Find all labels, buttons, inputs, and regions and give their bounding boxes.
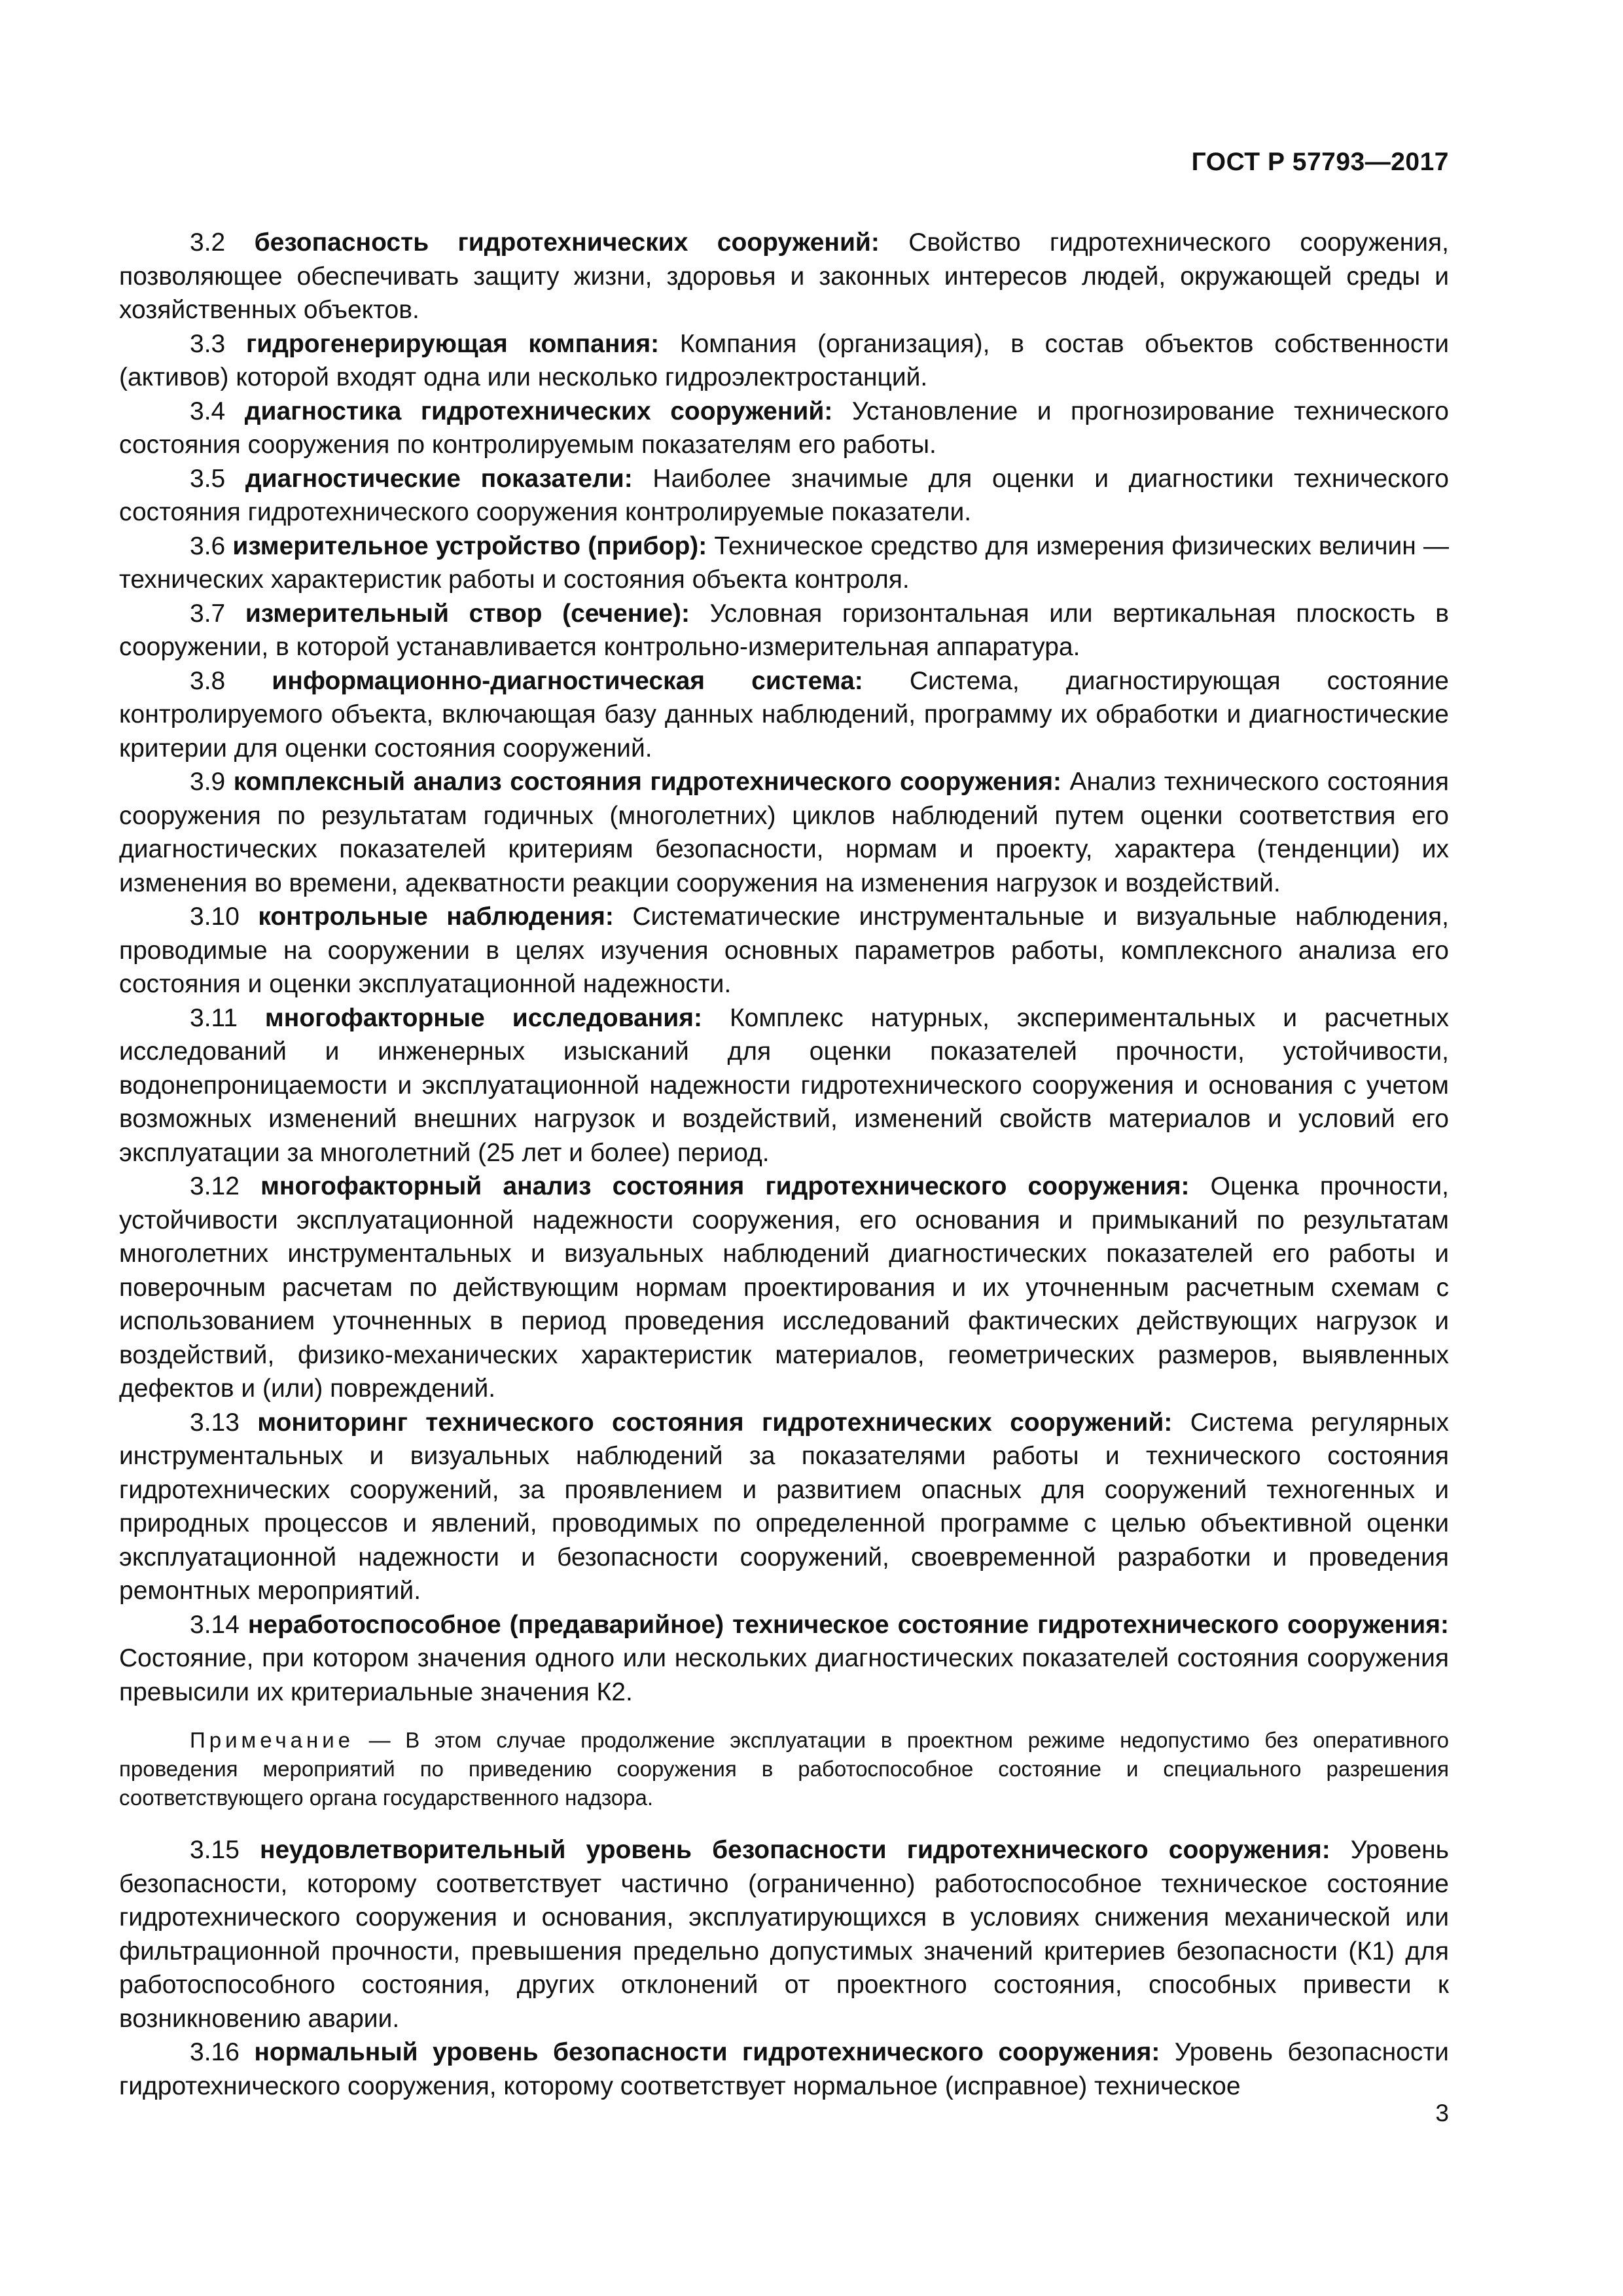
clause-number: 3.7	[190, 599, 226, 628]
term: измерительный створ (сечение):	[245, 599, 690, 628]
clause-number: 3.14	[190, 1610, 240, 1639]
note-block	[119, 1726, 1449, 1812]
clause-number: 3.6	[190, 531, 226, 560]
clause-number: 3.9	[190, 768, 226, 796]
clause-number: 3.10	[190, 903, 240, 931]
definition-text: Техническое средство для измерения физических величин — технических характеристик работы и состояния объекта контроля.	[119, 531, 1449, 594]
note-label: Примечание	[190, 1728, 355, 1752]
term: неработоспособное (предаварийное) техническое состояние гидротехнического сооружения:	[247, 1610, 1449, 1639]
document-standard-number: ГОСТ Р 57793—2017	[1191, 148, 1449, 176]
term: многофакторный анализ состояния гидротехнического сооружения:	[260, 1172, 1190, 1200]
definition-text: Систематические инструментальные и визуальные наблюдения, проводимые на сооружении в целях изучения основных параметров работы, комплексного анализа его состояния и оценки эксплуатационной надежности.	[119, 903, 1449, 998]
clause-number: 3.8	[190, 666, 226, 695]
term: неудовлетворительный уровень безопасности гидротехнического сооружения:	[259, 1836, 1330, 1864]
term: диагностические показатели:	[245, 464, 633, 493]
definition-3-12	[119, 1170, 1449, 1406]
clause-number: 3.5	[190, 464, 226, 493]
definition-3-13	[119, 1406, 1449, 1608]
clause-number: 3.15	[190, 1836, 240, 1864]
definition-3-7	[119, 597, 1449, 664]
term: многофакторные исследования:	[264, 1003, 703, 1032]
definition-3-14	[119, 1608, 1449, 1710]
definition-text: Комплекс натурных, экспериментальных и расчетных исследований и инженерных изысканий для оценки показателей прочности, устойчивости, водонепроницаемости и эксплуатационной надежности гидротехнического сооружения и основания с учетом возможных изменений внешних нагрузок и воздействий, изменений свойств материалов и условий его эксплуатации за многолетний (25 лет и более) период.	[119, 1003, 1449, 1167]
definition-3-4	[119, 395, 1449, 462]
clause-number: 3.11	[190, 1003, 238, 1032]
definition-3-15	[119, 1833, 1449, 2036]
definition-3-8	[119, 664, 1449, 766]
definition-3-3	[119, 327, 1449, 395]
term: нормальный уровень безопасности гидротехнического сооружения:	[254, 2038, 1160, 2066]
term: диагностика гидротехнических сооружений:	[244, 397, 833, 425]
definition-text: Условная горизонтальная или вертикальная плоскость в сооружении, в которой устанавливается контрольно-измерительная аппаратура.	[119, 599, 1449, 661]
definition-text: Наиболее значимые для оценки и диагностики технического состояния гидротехнического сооружения контролируемые показатели.	[119, 464, 1449, 526]
definition-text: Компания (организация), в состав объектов собственности (активов) которой входят одна или несколько гидроэлектростанций.	[119, 329, 1449, 391]
term: мониторинг технического состояния гидротехнических сооружений:	[257, 1408, 1173, 1437]
term: информационно-диагностическая система:	[272, 666, 863, 695]
clause-number: 3.3	[190, 329, 226, 358]
term: контрольные наблюдения:	[258, 903, 614, 931]
definition-text: Состояние, при котором значения одного или нескольких диагностических показателей состояния сооружения превысили их критериальные значения К2.	[119, 1644, 1449, 1706]
term: измерительное устройство (прибор):	[232, 531, 707, 560]
definition-3-10	[119, 900, 1449, 1001]
definition-text: Оценка прочности, устойчивости эксплуатационной надежности сооружения, его основания и примыканий по результатам многолетних инструментальных и визуальных наблюдений диагностических показателей его работы и поверочным расчетам по действующим нормам проектирования и их уточненным расчетным схемам с использованием уточненных в период проведения исследований фактических действующих нагрузок и воздействий, физико-механических характеристик материалов, геометрических размеров, выявленных дефектов и (или) повреждений.	[119, 1172, 1450, 1403]
term: комплексный анализ состояния гидротехнического сооружения:	[233, 768, 1061, 796]
document-body	[119, 226, 1449, 2103]
definition-3-9	[119, 765, 1449, 900]
term: гидрогенерирующая компания:	[245, 329, 660, 358]
definition-text: Уровень безопасности, которому соответствует частично (ограниченно) работоспособное техническое состояние гидротехнического сооружения и основания, эксплуатирующихся в условиях снижения механической или фильтрационной прочности, превышения предельно допустимых значений критериев безопасности (К1) для работоспособного состояния, других отклонений от проектного состояния, способных привести к возникновению аварии.	[119, 1836, 1449, 2033]
page-number: 3	[1435, 2100, 1449, 2126]
definition-3-16	[119, 2036, 1449, 2103]
definition-text: Установление и прогнозирование технического состояния сооружения по контролируемым показателям его работы.	[119, 397, 1449, 459]
clause-number: 3.16	[190, 2038, 240, 2066]
definition-text: Система, диагностирующая состояние контролируемого объекта, включающая базу данных наблюдений, программу их обработки и диагностические критерии для оценки состояния сооружений.	[119, 666, 1449, 762]
term: безопасность гидротехнических сооружений:	[254, 228, 880, 257]
definition-text: Анализ технического состояния сооружения по результатам годичных (многолетних) циклов наблюдений путем оценки соответствия его диагностических показателей критериям безопасности, нормам и проекту, характера (тенденции) их изменения во времени, адекватности реакции сооружения на изменения нагрузок и воздействий.	[119, 768, 1449, 897]
clause-number: 3.4	[190, 397, 226, 425]
clause-number: 3.12	[190, 1172, 240, 1200]
definition-3-5	[119, 462, 1449, 529]
definition-text: Уровень безопасности гидротехнического сооружения, которому соответствует нормальное (исправное) техническое	[119, 2038, 1449, 2100]
note-text: — В этом случае продолжение эксплуатации в проектном режиме недопустимо без оперативного проведения мероприятий по приведению сооружения в работоспособное состояние и специального разрешения соответствующего органа государственного надзора.	[119, 1728, 1450, 1810]
definition-text: Система регулярных инструментальных и визуальных наблюдений за показателями работы и технического состояния гидротехнических сооружений, за проявлением и развитием опасных для сооружений техногенных и природных процессов и явлений, проводимых по определенной программе с целью объективной оценки эксплуатационной надежности и безопасности сооружений, своевременной разработки и проведения ремонтных мероприятий.	[119, 1408, 1449, 1605]
definition-3-2	[119, 226, 1449, 327]
clause-number: 3.13	[190, 1408, 240, 1437]
definition-3-11	[119, 1001, 1449, 1170]
definition-3-6	[119, 529, 1449, 597]
clause-number: 3.2	[190, 228, 226, 257]
definition-text: Свойство гидротехнического сооружения, позволяющее обеспечивать защиту жизни, здоровья и законных интересов людей, окружающей среды и хозяйственных объектов.	[119, 228, 1449, 324]
